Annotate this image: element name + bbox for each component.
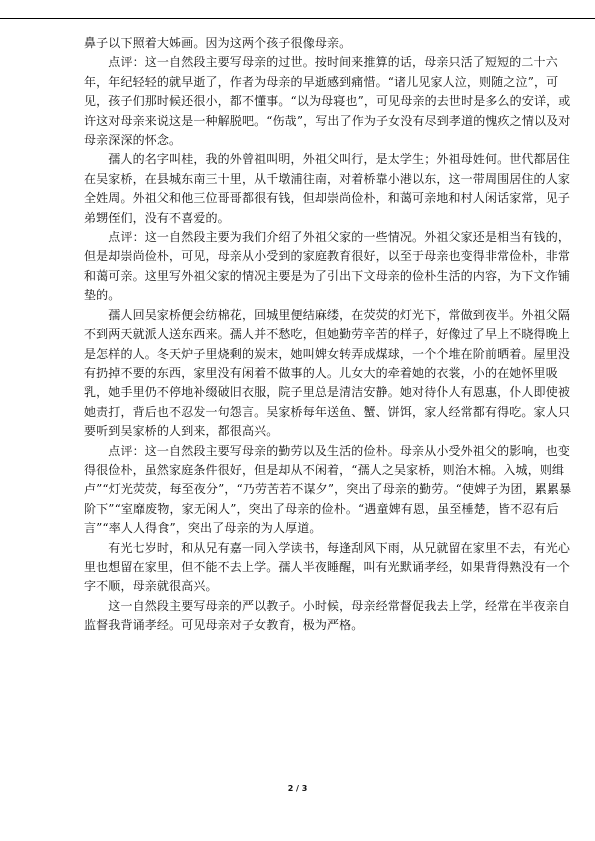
text-line: 孺人的名字叫桂，我的外曾祖叫明，外祖父叫行，是太学生；外祖母姓何。世代都居住	[84, 152, 571, 167]
text-line: 她责打，背后也不忍发一句怨言。吴家桥每年送鱼、蟹、饼饵，家人经常都有得吃。家人只	[84, 404, 571, 419]
text-line: 点评：这一自然段主要写母亲的过世。按时间来推算的话，母亲只活了短短的二十六	[84, 55, 558, 70]
paragraph	[84, 150, 571, 228]
paragraph	[84, 597, 571, 636]
text-line: 垫的。	[84, 288, 121, 303]
text-line: 监督我背诵孝经。可见母亲对子女教育，极为严格。	[84, 618, 364, 633]
text-line: 点评：这一自然段主要写母亲的勤劳以及生活的俭朴。母亲从小受外祖父的影响，也变	[84, 443, 571, 458]
paragraph	[84, 53, 571, 150]
paragraph	[84, 306, 571, 442]
text-line: 言”“率人人得食”，突出了母亲的为人厚道。	[84, 521, 322, 536]
text-line: 全姓周。外祖父和他三位哥哥都很有钱，但却崇尚俭朴，和蔼可亲地和村人闲话家常，见子	[84, 191, 571, 206]
text-line: 阶下”“室靡废物，家无闲人”，突出了母亲的俭朴。“遇童婢有恩，虽至棰楚，皆不忍有后	[84, 501, 559, 516]
paragraph	[84, 34, 518, 53]
text-line: 字不顺，母亲就很高兴。	[84, 579, 218, 594]
text-line: 要听到吴家桥的人到来，都很高兴。	[84, 424, 279, 439]
text-line: 有光七岁时，和从兄有嘉一同入学读书，每逢刮风下雨，从兄就留在家里不去，有光心	[84, 540, 571, 555]
text-line: 但是却崇尚俭朴，可见，母亲从小受到的家庭教育很好，以至于母亲也变得非常俭朴，非常	[84, 249, 571, 264]
paragraph	[84, 228, 571, 306]
text-line: 母亲深深的怀念。	[84, 133, 182, 148]
text-line: 点评：这一自然段主要为我们介绍了外祖父家的一些情况。外祖父家还是相当有钱的，	[84, 230, 571, 245]
text-line: 这一自然段主要写母亲的严以教子。小时候，母亲经常督促我去上学，经常在半夜亲自	[84, 598, 571, 613]
header-rule	[0, 18, 595, 19]
text-line: 里也想留在家里，但不能不去上学。孺人半夜睡醒，叫有光默诵孝经，如果背得熟没有一个	[84, 559, 571, 574]
text-line: 不到两天就派人送东西来。孺人并不愁吃，但她勤劳辛苦的样子，好像过了早上不晓得晚上	[84, 327, 571, 342]
text-line: 卢”“灯光荧荧，每至夜分”，“乃劳苦若不谋夕”，突出了母亲的勤劳。“使婢子为团，累累暴	[84, 482, 572, 497]
text-line: 是怎样的人。冬天炉子里烧剩的炭末，她叫婢女转弄成煤球，一个个堆在阶前晒着。屋里没	[84, 346, 571, 361]
text-line: 和蔼可亲。这里写外祖父家的情况主要是为了引出下文母亲的俭朴生活的内容，为下文作铺	[84, 268, 571, 283]
text-line: 得很俭朴，虽然家庭条件很好，但是却从不闲着，“孺人之吴家桥，则治木棉。入城，则缉	[84, 462, 565, 477]
text-line: 有扔掉不要的东西，家里没有闲着不做事的人。儿女大的牵着她的衣裳，小的在她怀里吸	[84, 365, 558, 380]
document-body	[84, 34, 572, 636]
paragraph	[84, 539, 571, 597]
paragraph	[84, 442, 572, 539]
text-line: 鼻子以下照着大姊画。因为这两个孩子很像母亲。	[84, 36, 352, 50]
text-line: 弟甥侄们，没有不喜爱的。	[84, 210, 230, 225]
text-line: 许这对母亲来说这是一种解脱吧。“伤哉”，写出了作为子女没有尽到孝道的愧疚之情以及对	[84, 113, 571, 128]
text-line: 乳，她手里仍不停地补缀破旧衣服，院子里总是清洁安静。她对待仆人有恩惠，仆人即使被	[84, 385, 571, 400]
text-line: 年，年纪轻轻的就早逝了，作者为母亲的早逝感到痛惜。“诸儿见家人泣，则随之泣”，可	[84, 74, 559, 89]
text-line: 见，孩子们那时候还很小，都不懂事。“以为母寝也”，可见母亲的去世时是多么的安详，或	[84, 94, 571, 109]
text-line: 在吴家桥，在县城东南三十里，从千墩浦往南，对着桥靠小港以东，这一带周围居住的人家	[84, 171, 571, 186]
text-line: 孺人回吴家桥便会纺棉花，回城里便结麻缕，在荧荧的灯光下，常做到夜半。外祖父隔	[84, 307, 571, 322]
page-number: 2 / 3	[287, 784, 308, 793]
